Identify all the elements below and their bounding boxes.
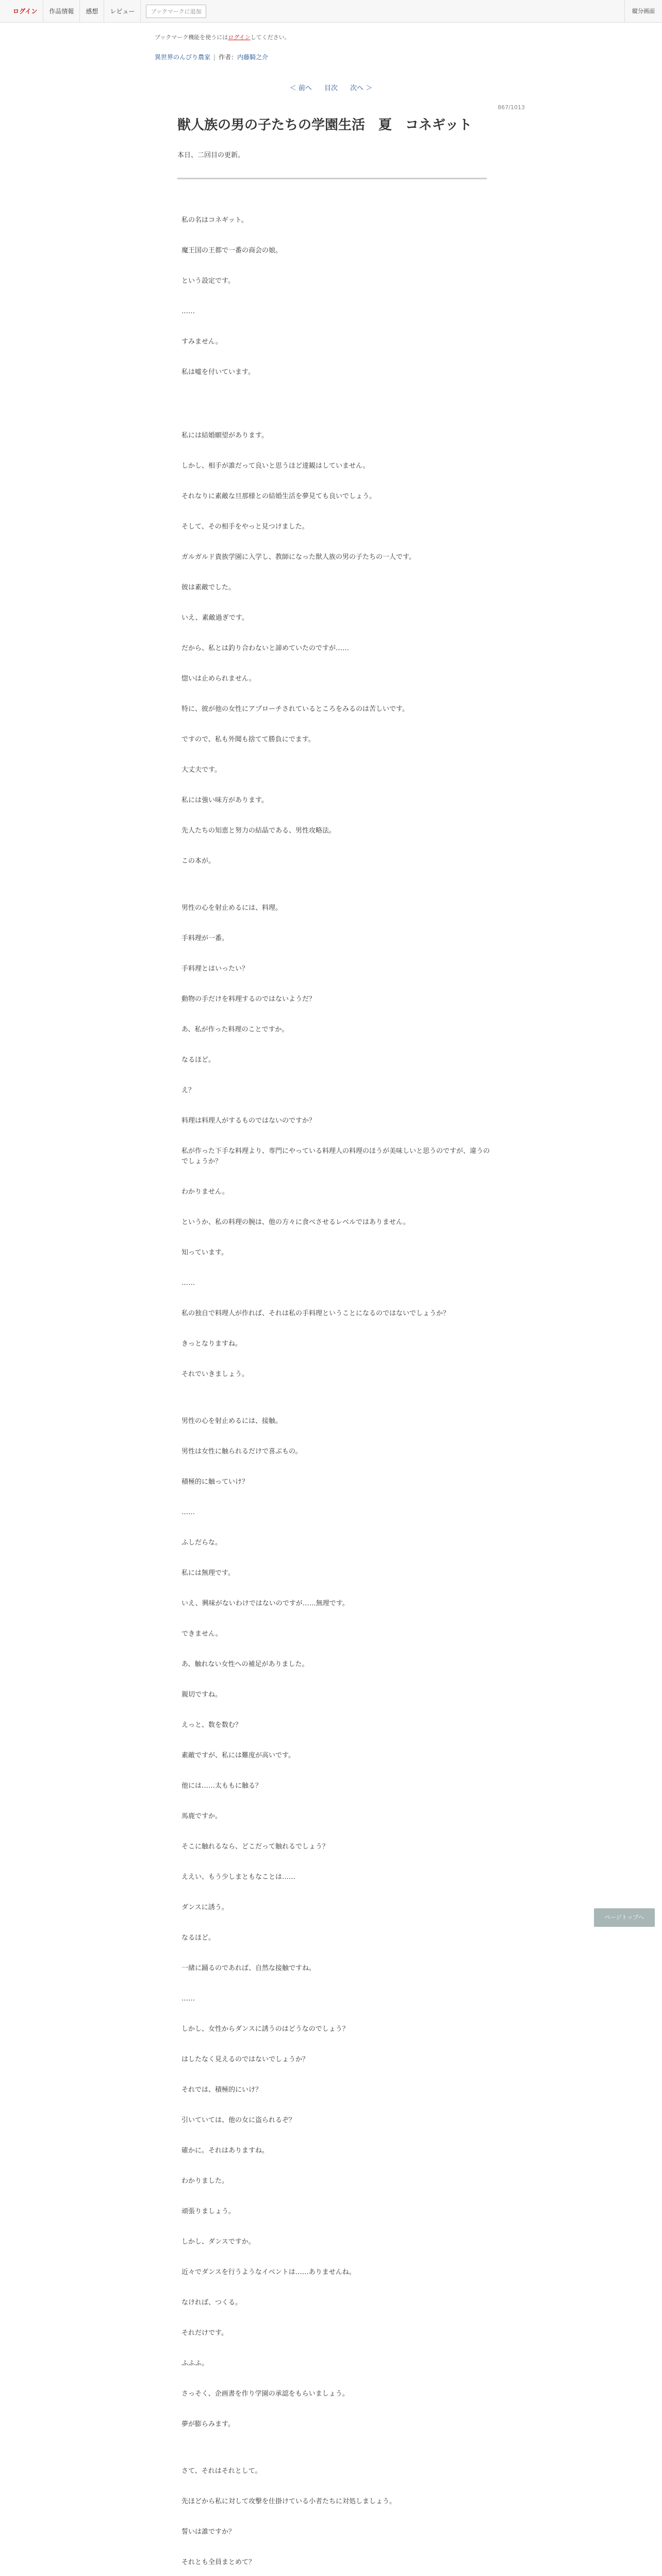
body-paragraph: 大丈夫です。 — [181, 766, 221, 774]
body-paragraph: それでは、積極的にいけ？ — [181, 2086, 262, 2094]
body-paragraph: 頑張りましょう。 — [181, 2208, 236, 2215]
notice-prefix: ブックマーク機能を使うには — [155, 34, 228, 41]
body-paragraph: 私の独自で料理人が作れば、それは私の手料理ということになるのではないでしょうか？ — [181, 1310, 450, 1317]
body-paragraph: 一緒に踊るのであれば、自然な接触ですね。 — [181, 1964, 316, 1972]
body-paragraph: 確かに。それはありますね。 — [181, 2147, 269, 2155]
body-paragraph: 親切ですね。 — [181, 1691, 222, 1699]
body-paragraph: それでいきましょう。 — [181, 1370, 249, 1378]
vertical-view-link[interactable]: 縦分画面 — [624, 0, 662, 23]
breadcrumb — [155, 53, 268, 61]
series-title-link[interactable]: 異世界のんびり農家 — [155, 54, 211, 61]
notice-login-link[interactable]: ログイン — [228, 34, 251, 41]
add-bookmark-button[interactable]: ブックマークに追加 — [146, 5, 206, 18]
next-chapter-link[interactable]: 次へ ＞ — [350, 84, 373, 92]
body-paragraph: さっそく、企画書を作り学園の承認をもらいましょう。 — [181, 2390, 349, 2398]
body-paragraph: あ、私が作った料理のことですか。 — [181, 1026, 289, 1033]
body-paragraph: 男性の心を射止めるには、料理。 — [181, 904, 283, 912]
body-paragraph: だから、私とは釣り合わないと諦めていたのですが…… — [181, 645, 350, 652]
body-paragraph: ふふふ。 — [181, 2360, 209, 2367]
body-paragraph: というか、私の料理の腕は、他の方々に食べさせるレベルではありません。 — [181, 1218, 410, 1226]
body-paragraph: 知っています。 — [181, 1249, 228, 1257]
body-paragraph: いえ、興味がないわけではないのですが……無理です。 — [181, 1600, 349, 1607]
impressions-link[interactable]: 感想 — [80, 0, 104, 23]
chapter-title: 獣人族の男の子たちの学園生活 夏 コネギット — [177, 117, 472, 133]
body-paragraph: …… — [181, 1279, 195, 1287]
header-nav — [7, 0, 206, 23]
body-paragraph: 先人たちの知恵と努力の結晶である、男性攻略法。 — [181, 827, 336, 835]
body-paragraph: 惚いは止められません。 — [181, 675, 256, 683]
body-paragraph: 手料理が一番。 — [181, 935, 229, 942]
body-paragraph: 積極的に触っていけ？ — [181, 1478, 249, 1486]
notice-suffix: してください。 — [250, 34, 290, 41]
body-paragraph: という設定です。 — [181, 277, 235, 285]
body-paragraph: 夢が膨らみます。 — [181, 2420, 235, 2428]
author-prefix: 作者： — [219, 54, 238, 61]
page-top-button[interactable]: ページトップへ — [594, 1908, 655, 1927]
breadcrumb-separator: | — [213, 53, 216, 61]
body-paragraph: ガルガルド貴族学園に入学し、教師になった獣人族の男の子たちの一人です。 — [181, 553, 416, 561]
body-paragraph: はしたなく見えるのではないでしょうか？ — [181, 2056, 309, 2063]
body-paragraph: わかりました。 — [181, 2177, 229, 2185]
body-paragraph: 先ほどから私に対して攻撃を仕掛けている小者たちに対処しましょう。 — [181, 2498, 396, 2505]
chapter-body — [181, 215, 491, 2576]
body-paragraph: できません。 — [181, 1630, 222, 1638]
body-paragraph: さて、それはそれとして。 — [181, 2467, 262, 2475]
body-paragraph: 私は嘘を付いています。 — [181, 368, 255, 376]
episode-number: 867/1013 — [498, 104, 525, 111]
body-paragraph: 私には結婚願望があります。 — [181, 432, 268, 439]
body-paragraph: なるほど。 — [181, 1056, 216, 1064]
work-info-link[interactable]: 作品情報 — [43, 0, 80, 23]
body-paragraph: 他には……太ももに触る？ — [181, 1782, 262, 1790]
body-paragraph: わかりません。 — [181, 1188, 229, 1196]
body-paragraph: それとも全員まとめて？ — [181, 2558, 256, 2566]
body-paragraph: 私には無理です。 — [181, 1569, 235, 1577]
body-paragraph: 動物の手だけを料理するのではないようだ？ — [181, 995, 316, 1003]
blank-line — [181, 2450, 491, 2466]
body-paragraph: すみません。 — [181, 338, 222, 346]
body-paragraph: この本が。 — [181, 857, 216, 865]
body-paragraph: 引いていては、他の女に盗られるぞ？ — [181, 2116, 296, 2124]
body-paragraph: 近々でダンスを行うようなイベントは……ありませんね。 — [181, 2268, 356, 2276]
body-paragraph: 手料理とはいったい？ — [181, 965, 249, 973]
body-paragraph: 馬鹿ですか。 — [181, 1812, 222, 1820]
body-paragraph: そこに触れるなら、どこだって触れるでしょう？ — [181, 1843, 329, 1851]
body-paragraph: なければ、つくる。 — [181, 2299, 242, 2307]
body-paragraph: 魔王国の王都で一番の商会の娘。 — [181, 247, 283, 255]
body-paragraph: 私の名はコネギット。 — [181, 216, 248, 224]
body-paragraph: 男性の心を射止めるには、接触。 — [181, 1417, 283, 1425]
body-paragraph: 特に、彼が他の女性にアプローチされているところをみるのは苦しいです。 — [181, 705, 409, 713]
body-paragraph: そして、その相手をやっと見つけました。 — [181, 523, 309, 531]
body-paragraph: 男性は女性に触られるだけで喜ぶもの。 — [181, 1448, 302, 1455]
blank-line — [181, 398, 491, 414]
blank-line — [181, 1400, 491, 1416]
review-link[interactable]: レビュー — [104, 0, 141, 23]
body-paragraph: 料理は料理人がするものではないのですか？ — [181, 1117, 316, 1125]
body-paragraph: 私が作った下手な料理より、専門にやっている料理人の料理のほうが美味しいと思うのですが、違うのでしょうか？ — [181, 1147, 490, 1165]
body-paragraph: しかし、女性からダンスに誘うのはどうなのでしょう？ — [181, 2025, 349, 2033]
body-paragraph: なるほど。 — [181, 1934, 216, 1942]
body-paragraph: ですので、私も外聞も捨てて勝負にでます。 — [181, 736, 315, 743]
body-paragraph: あ、触れない女性への補足がありました。 — [181, 1660, 309, 1668]
body-paragraph: いえ、素敵過ぎです。 — [181, 614, 249, 622]
body-paragraph: …… — [181, 308, 195, 315]
body-paragraph: それだけです。 — [181, 2329, 228, 2337]
preface-divider — [177, 178, 487, 179]
blank-line — [181, 887, 491, 903]
body-paragraph: ふしだらな。 — [181, 1539, 222, 1547]
toc-link[interactable]: 目次 — [324, 84, 338, 92]
body-paragraph: ええい、もう少しまともなことは…… — [181, 1873, 296, 1881]
body-paragraph: 素敵ですが、私には難度が高いです。 — [181, 1752, 295, 1759]
bookmark-notice — [155, 33, 290, 41]
body-paragraph: えっと、数を数む？ — [181, 1721, 242, 1729]
body-paragraph: ダンスに誘う。 — [181, 1904, 228, 1911]
author-link[interactable]: 内藤騎之介 — [237, 54, 269, 61]
body-paragraph: 彼は素敵でした。 — [181, 584, 236, 591]
chapter-preface: 本日、二回目の更新。 — [177, 151, 245, 159]
header-bar — [0, 0, 662, 23]
body-paragraph: しかし、相手が誰だって良いと思うほど達観はしていません。 — [181, 462, 370, 470]
prev-chapter-link[interactable]: ＜ 前へ — [289, 84, 312, 92]
body-paragraph: 私には強い味方があります。 — [181, 796, 268, 804]
chapter-pager — [0, 82, 662, 92]
login-link[interactable]: ログイン — [7, 0, 43, 23]
body-paragraph: 誓いは誰ですか？ — [181, 2528, 236, 2536]
body-paragraph: …… — [181, 1509, 195, 1516]
body-paragraph: え？ — [181, 1087, 195, 1094]
body-paragraph: きっとなりますね。 — [181, 1340, 242, 1348]
blank-line — [181, 414, 491, 431]
body-paragraph: しかし、ダンスですか。 — [181, 2238, 255, 2246]
body-paragraph: それなりに素敵な旦那様との結婚生活を夢見ても良いでしょう。 — [181, 493, 376, 500]
body-paragraph: …… — [181, 1995, 195, 2003]
